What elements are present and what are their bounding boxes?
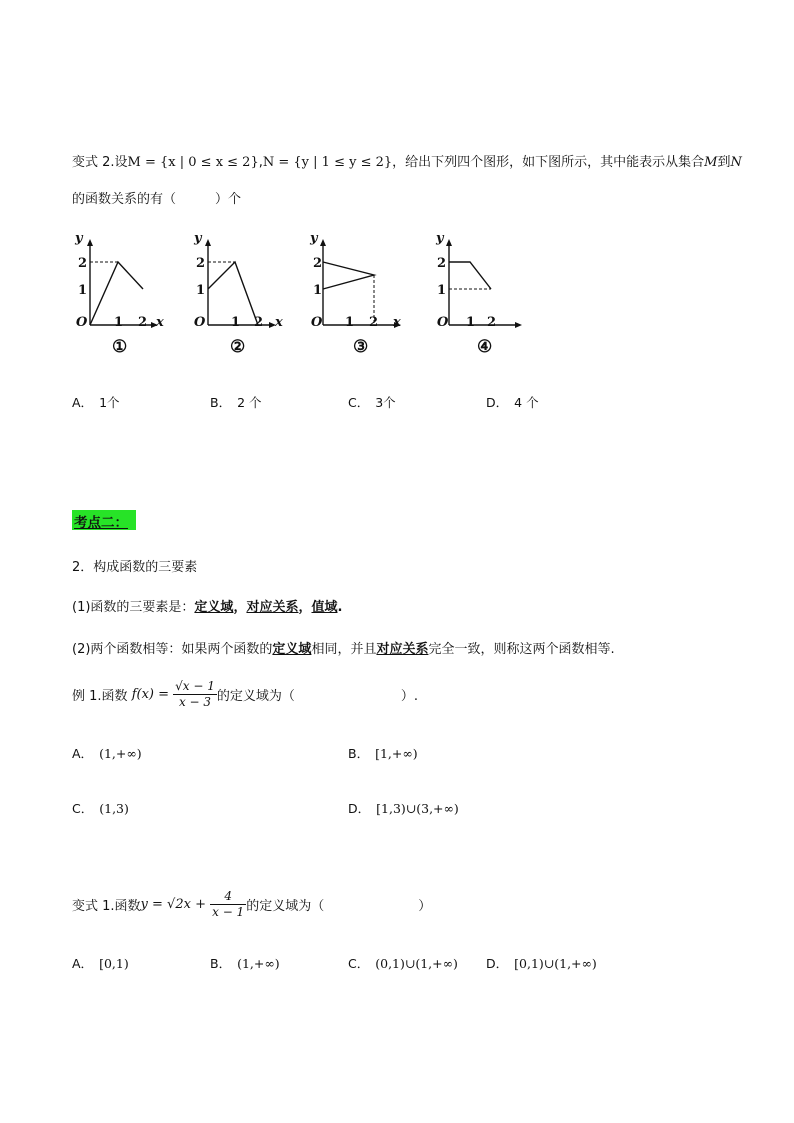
graph-2 <box>193 231 283 357</box>
graph-1 <box>74 231 164 357</box>
section-heading: 2．构成函数的三要素 <box>72 560 198 575</box>
item-1: (1)函数的三要素是：定义域，对应关系，值域. <box>72 600 343 615</box>
graph-2-y: y <box>194 231 202 246</box>
option-d-2[interactable]: D． [1,3)∪(3,+∞) <box>348 801 459 816</box>
graph-1-origin: O <box>76 315 88 330</box>
option-a-1[interactable]: A． 1个 <box>72 395 120 410</box>
graph-3-tick-y1: 1 <box>313 283 323 298</box>
option-a-3[interactable]: A． [0,1) <box>72 956 129 971</box>
option-a-2[interactable]: A． (1,+∞) <box>72 746 142 761</box>
graph-3-origin: O <box>311 315 323 330</box>
graph-2-origin: O <box>194 315 206 330</box>
graph-2-tick-y1: 1 <box>196 283 206 298</box>
option-d-1[interactable]: D． 4 个 <box>486 395 539 410</box>
graph-1-tick-y1: 1 <box>78 283 88 298</box>
variant2-question-line2: 的函数关系的有（ ）个 <box>72 192 242 207</box>
graphs-figure <box>60 222 620 362</box>
graph-2-label: ② <box>230 337 246 357</box>
graph-1-tick-x2: 2 <box>138 315 148 330</box>
graph-2-tick-x2: 2 <box>254 315 264 330</box>
graph-1-tick-x1: 1 <box>114 315 124 330</box>
item-2: (2)两个函数相等：如果两个函数的定义域相同，并且对应关系完全一致，则称这两个函数相等. <box>72 642 615 657</box>
graph-2-tick-x1: 1 <box>231 315 241 330</box>
function-y: y = √2x + <box>140 897 206 912</box>
graph-3-tick-x1: 1 <box>345 315 355 330</box>
option-b-1[interactable]: B． 2 个 <box>210 395 262 410</box>
variant2-prefix: 变式 2.设 <box>72 155 128 170</box>
option-c-1[interactable]: C． 3个 <box>348 395 396 410</box>
graph-2-x: x <box>275 315 283 330</box>
graph-3-tick-y2: 2 <box>313 256 323 271</box>
graph-3-x: x <box>393 315 401 330</box>
graph-4-label: ④ <box>477 337 493 357</box>
graph-1-y: y <box>75 231 83 246</box>
graph-4-tick-x1: 1 <box>466 315 476 330</box>
option-c-3[interactable]: C． (0,1)∪(1,+∞) <box>348 956 458 971</box>
graph-4 <box>435 231 522 357</box>
graph-3-y: y <box>310 231 318 246</box>
graph-3-tick-x2: 2 <box>369 315 379 330</box>
graph-1-tick-y2: 2 <box>78 256 88 271</box>
variant2-question-line1: 变式 2.设M = {x | 0 ≤ x ≤ 2},N = {y | 1 ≤ y ≤ 2}，给出下列四个图形，如下图所示，其中能表示从集合M到N <box>72 155 742 170</box>
fraction: $\frac{√x - 1}{x - 3}$ <box>175 679 215 709</box>
set-m: M = {x | 0 ≤ x ≤ 2} <box>127 155 259 170</box>
graph-4-tick-y1: 1 <box>437 283 447 298</box>
graph-2-tick-y2: 2 <box>196 256 206 271</box>
fraction-2: $\frac{4}{x - 1}$ <box>212 889 245 919</box>
graph-4-origin: O <box>437 315 449 330</box>
option-b-3[interactable]: B． (1,+∞) <box>210 956 280 971</box>
graph-1-label: ① <box>112 337 128 357</box>
function-f: f(x) = <box>131 687 169 702</box>
option-d-3[interactable]: D． [0,1)∪(1,+∞) <box>486 956 597 971</box>
graph-1-x: x <box>156 315 164 330</box>
graph-4-tick-y2: 2 <box>437 256 447 271</box>
set-m-symbol: M <box>704 155 718 170</box>
graph-4-y: y <box>436 231 444 246</box>
section-tag: 考点二： <box>72 510 136 530</box>
example-1: 例 1.函数 f(x) = $\frac{√x - 1}{x - 3}$ 的定义域为（ ）. <box>72 679 419 709</box>
variant2-text: ，给出下列四个图形，如下图所示，其中能表示从集合 <box>392 155 705 170</box>
to-word: 到 <box>717 155 731 170</box>
option-b-2[interactable]: B． [1,+∞) <box>348 746 418 761</box>
set-n-symbol: N <box>730 155 742 170</box>
variant-1: 变式 1.函数y = √2x + $\frac{4}{x - 1}$ 的定义域为（ ） <box>72 889 432 919</box>
graph-3-label: ③ <box>353 337 369 357</box>
graph-3 <box>309 231 401 357</box>
set-n: N = {y | 1 ≤ y ≤ 2} <box>262 155 393 170</box>
graph-4-tick-x2: 2 <box>487 315 497 330</box>
option-c-2[interactable]: C． (1,3) <box>72 801 129 816</box>
